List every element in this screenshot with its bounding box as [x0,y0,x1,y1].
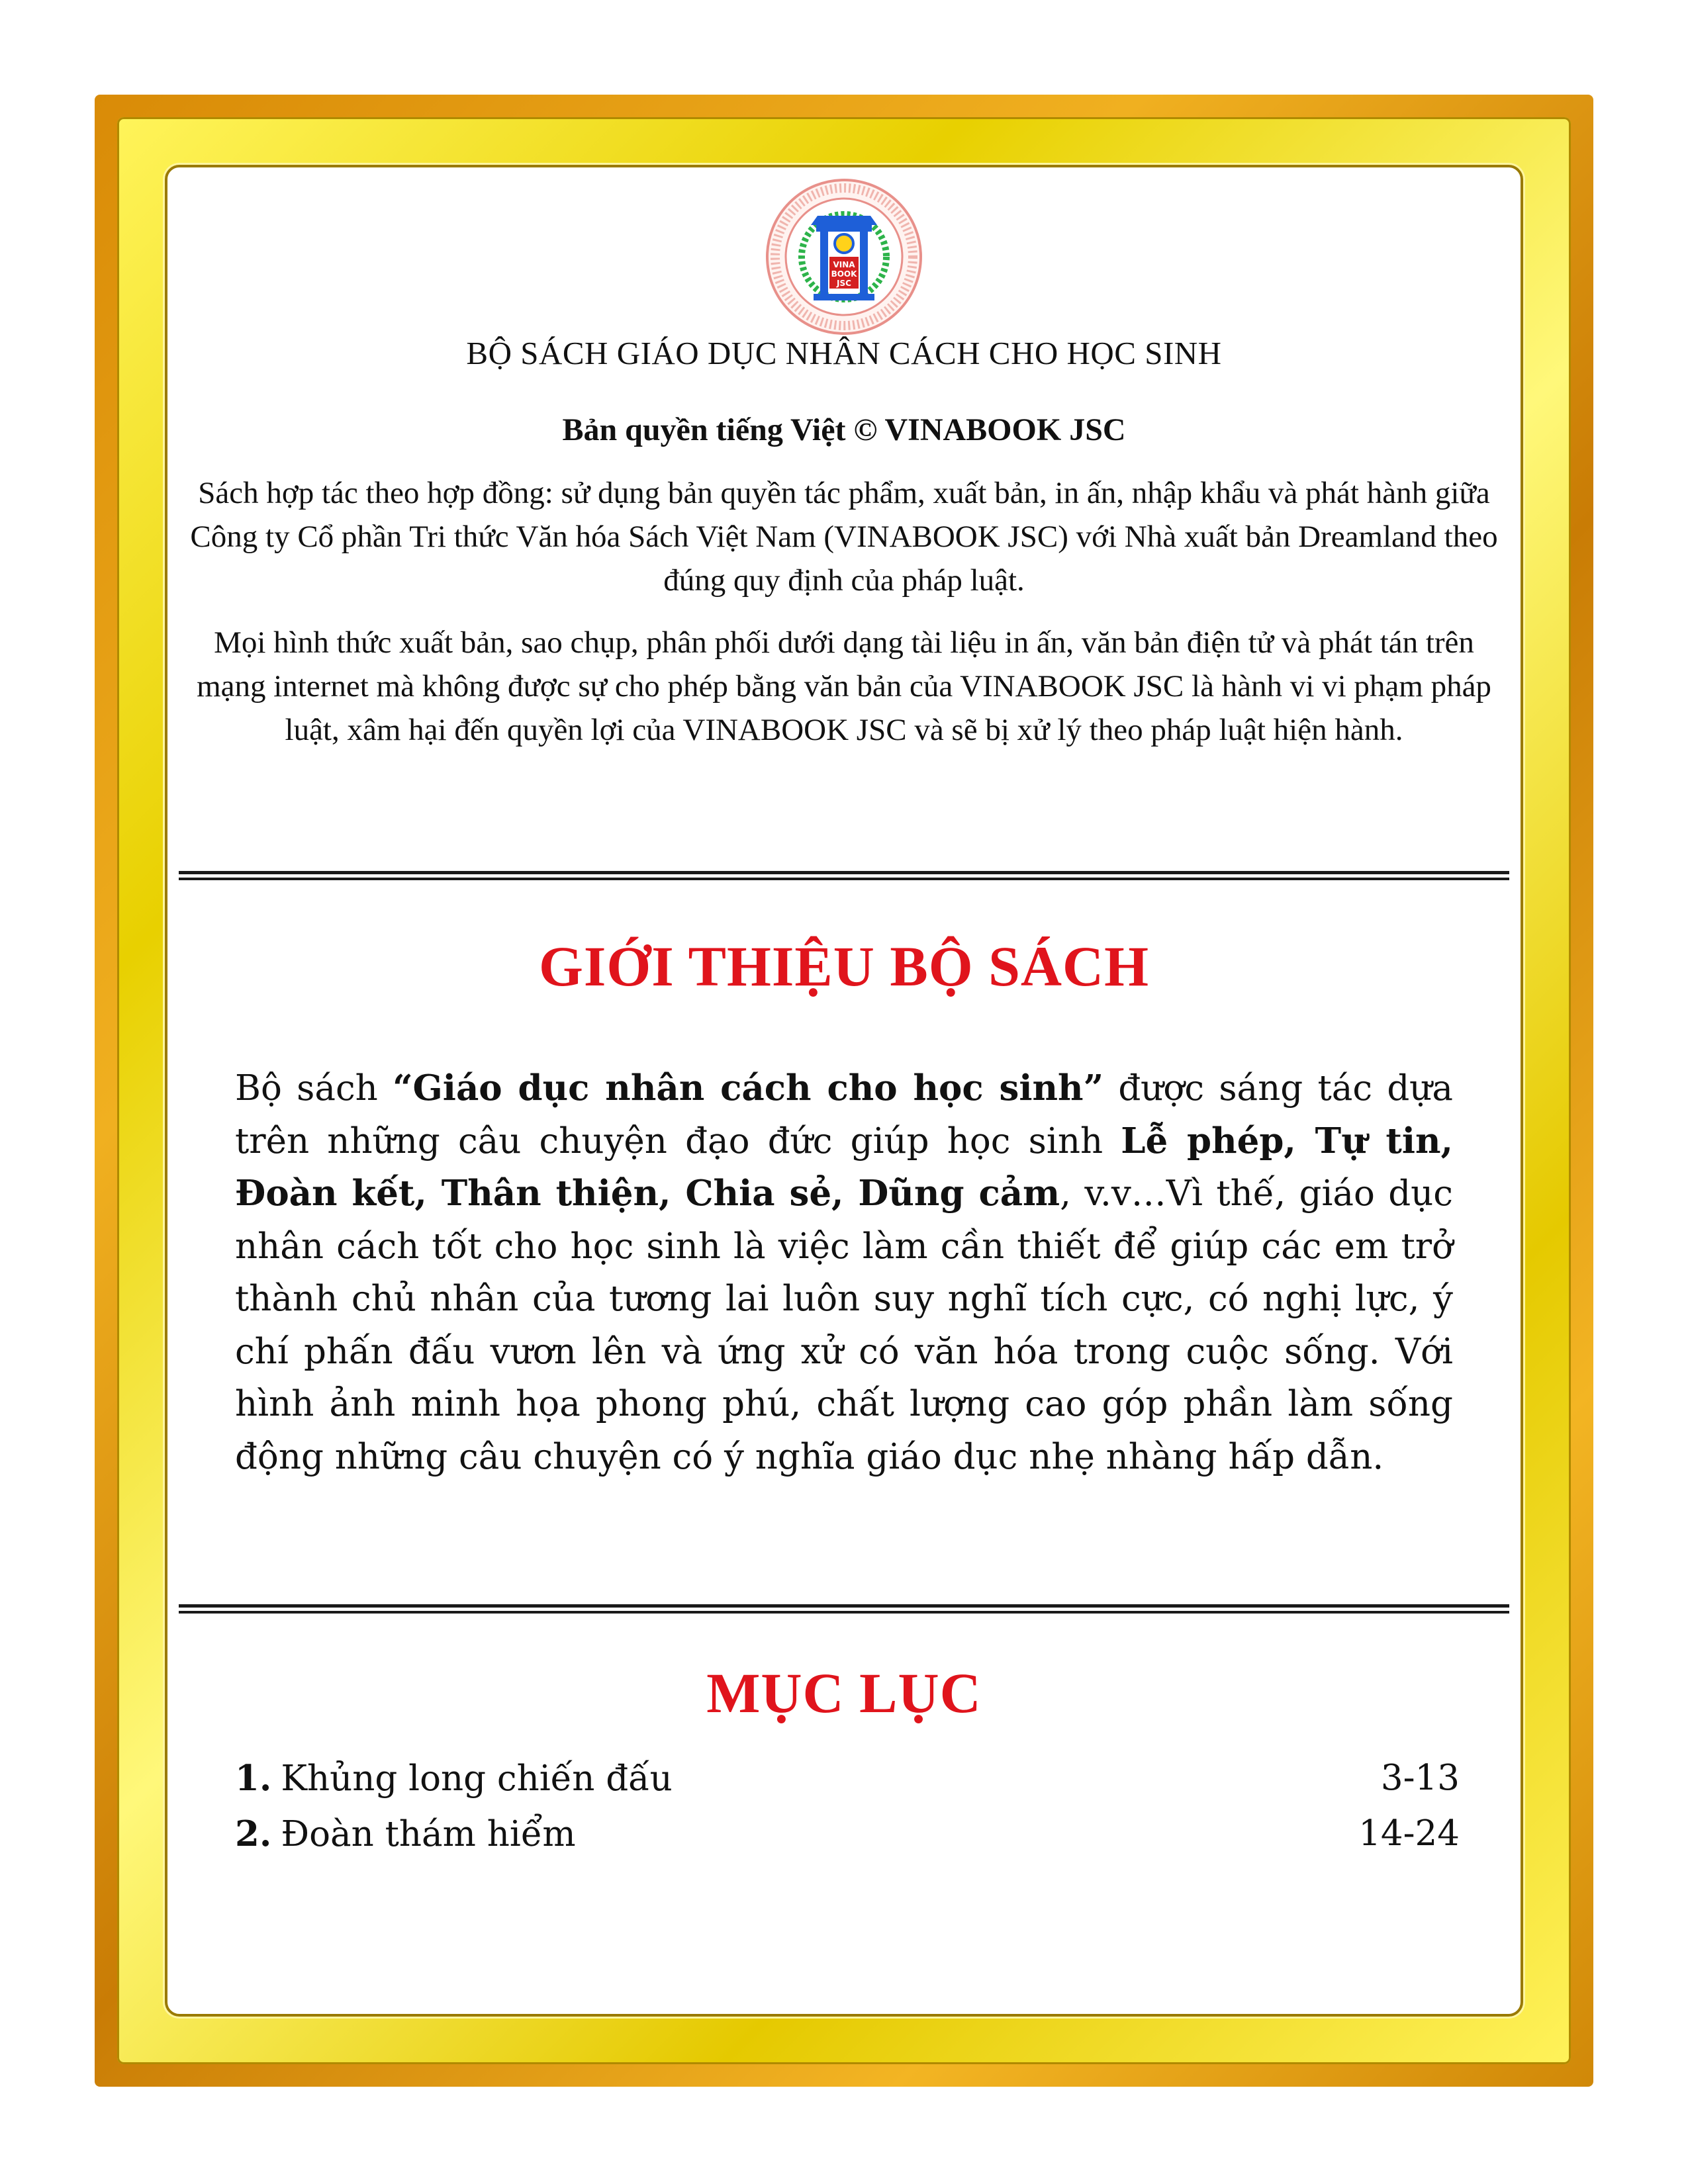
toc-heading: MỤC LỤC [706,1661,982,1725]
series-title: BỘ SÁCH GIÁO DỤC NHÂN CÁCH CHO HỌC SINH [466,335,1222,371]
intro-text-2: được sáng tác dựa trên những câu chuyện đạo đức giúp học sinh [235,1068,1453,1161]
toc-item-number: 1. [235,1758,272,1799]
toc-item-pages: 14-24 [1358,1813,1460,1854]
copyright-line: Bản quyền tiếng Việt © VINABOOK JSC [562,412,1126,447]
cooperation-paragraph: Sách hợp tác theo hợp đồng: sử dụng bản quyền tác phẩm, xuất bản, in ấn, nhập khẩu và phát hành giữa Công ty Cổ phần Tri thức Văn hóa Sách Việt Nam (VINABOOK JSC) với Nhà xuất bản Dreamland theo đúng quy định của pháp luật. [190,476,1498,598]
logo-line-3: JSC [837,279,851,288]
table-of-contents [235,1751,1460,1862]
intro-text-1: Bộ sách [235,1068,393,1109]
logo-line-2: BOOK [831,269,857,279]
publisher-logo [765,177,923,336]
toc-item-number: 2. [235,1813,272,1854]
rights-paragraph: Mọi hình thức xuất bản, sao chụp, phân phối dưới dạng tài liệu in ấn, văn bản điện tử và phát tán trên mạng internet mà không được sự cho phép bằng văn bản của VINABOOK JSC là hành vi vi phạm pháp luật, xâm hại đến quyền lợi của VINABOOK JSC và sẽ bị xử lý theo pháp luật hiện hành. [197,625,1491,747]
intro-heading: GIỚI THIỆU BỘ SÁCH [538,934,1150,998]
vinabook-seal-icon [765,177,923,336]
intro-paragraph [235,1062,1453,1483]
toc-item [235,1806,1460,1862]
intro-text-3: , v.v…Vì thế, giáo dục nhân cách tốt cho học sinh là việc làm cần thiết để giúp các em trở thành chủ nhân của tương lai luôn suy nghĩ tích cực, có nghị lực, ý chí phấn đấu vươn lên và ứng xử có văn hóa trong cuộc sống. Với hình ảnh minh họa phong phú, chất lượng cao góp phần làm sống động những câu chuyện có ý nghĩa giáo dục nhẹ nhàng hấp dẫn. [235,1173,1453,1477]
logo-line-1: VINA [833,260,855,269]
toc-item-title: Khủng long chiến đấu [281,1758,673,1799]
section-divider [179,871,1509,880]
toc-item [235,1751,1460,1806]
virtues-list: Lễ phép, Tự tin, Đoàn kết, Thân thiện, Chia sẻ, Dũng cảm [235,1120,1453,1214]
toc-item-title: Đoàn thám hiểm [281,1814,576,1854]
toc-item-pages: 3-13 [1380,1758,1460,1798]
toc-item-title-group [235,1806,576,1862]
toc-item-title-group [235,1751,673,1806]
section-divider [179,1604,1509,1614]
series-name: “Giáo dục nhân cách cho học sinh” [393,1068,1104,1109]
